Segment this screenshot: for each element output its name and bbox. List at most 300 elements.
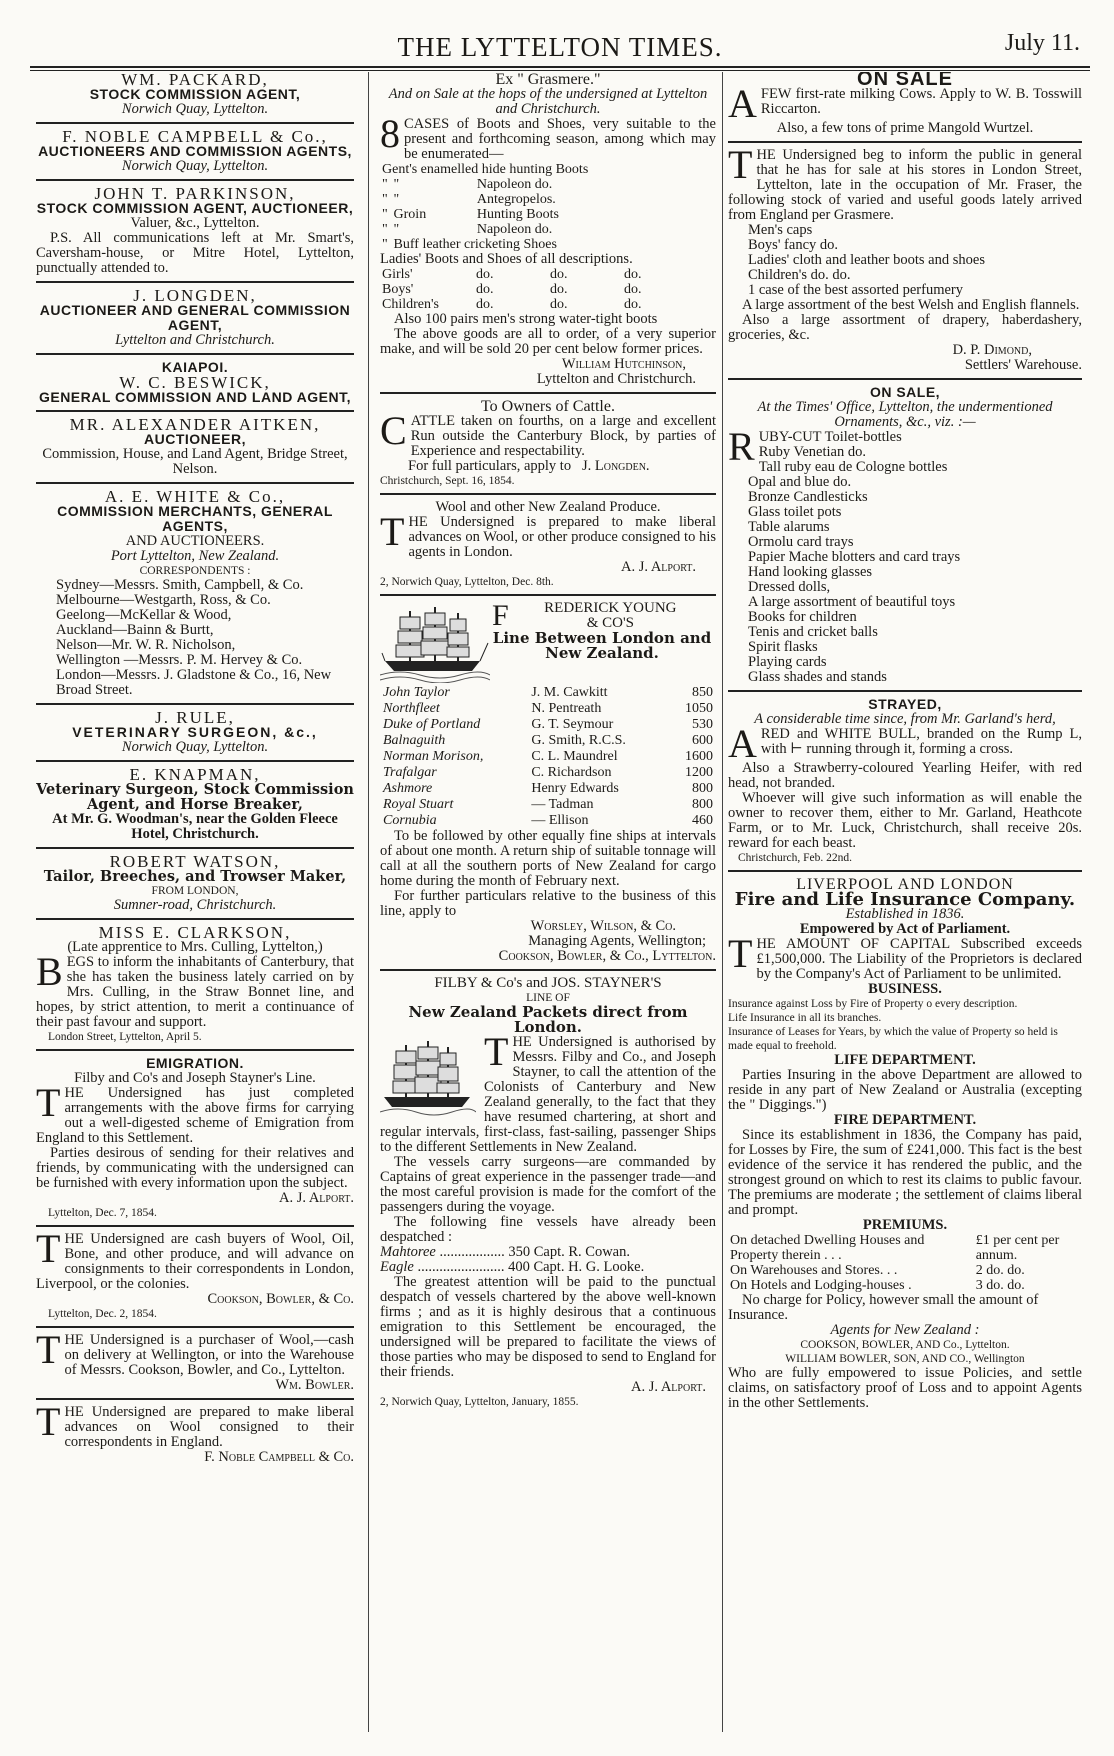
table-cell: do. [624, 267, 642, 282]
drop-cap: T [36, 1080, 61, 1125]
list-item: Tall ruby eau de Cologne bottles [758, 459, 948, 475]
premiums-table [728, 1233, 1082, 1293]
divider [36, 482, 354, 484]
list-item: Glass toilet pots [748, 504, 842, 520]
ad-line: Also 100 pairs men's strong water-tight boots [394, 311, 658, 327]
drop-cap: A [728, 81, 757, 126]
drop-cap: T [36, 1327, 61, 1372]
table-row [380, 701, 716, 717]
ad-footer: London Street, Lyttelton, April 5. [48, 1031, 202, 1043]
table-cell: Napoleon do. [476, 222, 553, 237]
list-item: Spirit flasks [748, 639, 818, 655]
ad-body: HE Undersigned is a purchaser of Wool,—cash on delivery at Wellington, or into the Warehouse of Messrs. Cookson, Bowler, and Co., Lyttelton. [64, 1332, 354, 1378]
ad-name: A. E. WHITE & Co., [104, 487, 286, 506]
correspondents-list [36, 578, 354, 698]
table-cell: C. Richardson [531, 765, 612, 780]
ad-name: F. NOBLE CAMPBELL & Co., [62, 127, 328, 146]
ad-address: At Mr. G. Woodman's, near the Golden Fleece Hotel, Christchurch. [52, 811, 338, 842]
ad-advances [36, 1399, 354, 1465]
vessel-detail: 400 Capt. H. G. Looke. [508, 1259, 645, 1275]
ad-line: For full particulars, apply to [408, 458, 572, 474]
ad-subhead: Established in 1836. [845, 906, 965, 922]
ad-role: AUCTIONEER, [144, 431, 246, 447]
masthead-title: THE LYTTELTON TIMES. [397, 32, 723, 62]
ad-insurance [728, 877, 1082, 1411]
ad-white [36, 489, 354, 698]
ad-heading: ON SALE, [869, 384, 941, 400]
table-cell: G. Smith, R.C.S. [531, 733, 626, 748]
drop-cap: F [492, 599, 509, 632]
ad-knapman [36, 767, 354, 842]
table-cell: 600 [692, 733, 713, 748]
ad-body: HE Undersigned are cash buyers of Wool, Oil, Bone, and other produce, and will advance on consignments to their correspondents in London, Liverpool, or the colonies. [36, 1231, 354, 1292]
ad-body: EGS to inform the inhabitants of Canterbury, that she has taken the business lately carried on by Mrs. Culling, in the Straw Bonnet line, and hopes, by strict attention, to merit a continuance of their past favour and support. [36, 954, 354, 1030]
ad-name: WM. PACKARD, [121, 72, 269, 89]
list-item: Ladies' cloth and leather boots and shoes [748, 252, 985, 268]
ship-icon [380, 1037, 476, 1119]
ad-line: Ladies' Boots and Shoes of all descriptions. [380, 251, 633, 267]
ad-heading: Ex " Grasmere." [495, 72, 601, 88]
ad-body: HE Undersigned is prepared to make liberal advances on Wool, or other produce consigned to his agents in London. [408, 514, 716, 560]
ad-role: Veterinary Surgeon, Stock Commission Agent, and Horse Breaker, [36, 781, 354, 813]
ad-frederick-young [380, 601, 716, 964]
ad-role: STOCK COMMISSION AGENT, AUCTIONEER, [36, 200, 354, 216]
list-item: UBY-CUT Toilet-bottles [758, 429, 902, 445]
ad-parkinson [36, 186, 354, 276]
table-row [380, 733, 716, 749]
ad-name: W. C. BESWICK, [119, 373, 271, 392]
masthead-date: July 11. [1004, 30, 1080, 56]
table-cell: £1 per cent per annum. [975, 1233, 1060, 1263]
drop-cap: T [728, 931, 753, 976]
divider [380, 392, 716, 394]
ad-on-sale-cows [728, 72, 1082, 136]
ad-filby [380, 976, 716, 1409]
ad-body: FEW first-rate milking Cows. Apply to W. B. Tosswill Riccarton. [760, 86, 1082, 117]
ad-signature: Cookson, Bowler, & Co. [207, 1291, 354, 1307]
ad-signature: William Hutchinson, [561, 356, 686, 372]
ad-heading: & CO'S [586, 615, 634, 631]
ad-body: The above goods are all to order, of a very superior make, and will be sold 20 per cent below former prices. [380, 326, 716, 357]
vessel-detail: 350 Capt. R. Cowan. [508, 1244, 630, 1260]
table-row [380, 267, 644, 282]
ad-heading: STRAYED, [868, 696, 942, 712]
table-cell: J. M. Cawkitt [531, 685, 608, 700]
table-row [380, 765, 716, 781]
table-cell: Norman Morison, [383, 749, 484, 764]
ad-subhead: CORRESPONDENTS : [139, 565, 251, 577]
ad-heading: REDERICK YOUNG [544, 600, 677, 616]
ad-campbell [36, 129, 354, 174]
ad-signature: A. J. Alport. [621, 559, 696, 575]
ad-subhead: A considerable time since, from Mr. Garland's herd, [754, 711, 1056, 727]
ad-footer: 2, Norwich Quay, Lyttelton, Dec. 8th. [380, 576, 554, 588]
ad-subhead: At the Times' Office, Lyttelton, the undermentioned Ornaments, &c., viz. :— [757, 399, 1053, 430]
ad-line: Insurance against Loss by Fire of Property o every description. [728, 998, 1018, 1010]
divider [36, 1225, 354, 1227]
list-item: A large assortment of beautiful toys [748, 594, 956, 610]
table-cell: On detached Dwelling Houses and Property therein . . . [730, 1233, 925, 1263]
ad-role: AND AUCTIONEERS. [125, 533, 265, 549]
table-row [380, 813, 716, 829]
ad-line: No charge for Policy, however small the amount of Insurance. [728, 1292, 1039, 1323]
ad-heading: LIVERPOOL AND LONDON [796, 876, 1014, 893]
ad-body: Parties Insuring in the above Department are allowed to reside in any part of New Zealand or Australia (excepting the " Diggings.") [728, 1067, 1082, 1113]
list-item: Geelong—McKellar & Wood, [56, 607, 232, 623]
ad-cash-buyers [36, 1226, 354, 1321]
list-item: Table alarums [748, 519, 830, 535]
table-cell: " [382, 222, 388, 237]
ad-signature: Settlers' Warehouse. [964, 357, 1082, 373]
ad-longden [36, 288, 354, 348]
ad-footer: Lyttelton, Dec. 7, 1854. [48, 1207, 157, 1219]
ad-signature: A. J. Alport. [279, 1190, 354, 1206]
ad-body: HE Undersigned beg to inform the public in general that he has for sale at his stores in London Street, Lyttelton, late in the occupation of Mr. Fraser, the following stock of varied and useful goods lately arrived from England per Grasmere. [728, 147, 1082, 223]
vessel-row: Mahtoree .................. 350 Capt. R. Cowan. [380, 1244, 630, 1260]
ad-line: Insurance of Leases for Years, by which the value of Property so held is made equal to freehold. [728, 1026, 1058, 1052]
divider [36, 1326, 354, 1328]
table-cell: Royal Stuart [383, 797, 454, 812]
ad-address: Lyttelton and Christchurch. [115, 332, 275, 348]
table-row [380, 177, 590, 192]
ad-on-sale-ornaments [728, 385, 1082, 685]
table-cell: " [382, 192, 388, 207]
table-cell: do. [550, 297, 568, 312]
ad-body: HE Undersigned are prepared to make liberal advances on Wool consigned to their correspondents in England. [64, 1404, 354, 1450]
table-cell: 850 [692, 685, 713, 700]
list-item: Wellington —Messrs. P. M. Hervey & Co. [56, 652, 303, 668]
table-cell: 460 [692, 813, 713, 828]
divider [36, 847, 354, 849]
ad-signature: Wm. Bowler. [275, 1377, 354, 1393]
ad-role: AUCTIONEERS AND COMMISSION AGENTS, [38, 143, 352, 159]
list-item: Ormolu card trays [748, 534, 854, 550]
column-2 [380, 72, 716, 1747]
ad-purchaser [36, 1327, 354, 1393]
drop-cap: T [36, 1226, 61, 1271]
table-cell: 1050 [685, 701, 713, 716]
table-cell: Cornubia [383, 813, 437, 828]
ad-strayed [728, 697, 1082, 865]
masthead [30, 26, 1090, 66]
ad-line: (Late apprentice to Mrs. Culling, Lyttelton,) [67, 939, 323, 955]
ad-body: Parties desirous of sending for their relatives and friends, by communicating with the undersigned can be furnished with every information upon the subject. [36, 1145, 354, 1191]
sizes-table [380, 267, 644, 312]
list-item: Dressed dolls, [748, 579, 831, 595]
table-cell: Ashmore [383, 781, 433, 796]
ad-body: Since its establishment in 1836, the Company has paid, for Losses by Fire, the sum of £241,000. This fact is the best evidence of the service it has rendered the public, and the strongest ground on which to rest its claims to public favour. The premiums are moderate ; the settlement of claims liberal and prompt. [728, 1127, 1082, 1218]
column-rule [368, 72, 369, 1732]
ad-heading: To Owners of Cattle. [481, 398, 615, 415]
goods-list [728, 223, 1082, 298]
divider [36, 703, 354, 705]
ad-line: Also, a few tons of prime Mangold Wurtzel. [776, 120, 1034, 136]
divider [380, 969, 716, 971]
column-3 [728, 72, 1082, 1747]
table-cell: 530 [692, 717, 713, 732]
ad-body: To be followed by other equally fine ships at intervals of about one month. A return ship of suitable tonnage will call at all the southern ports of New Zealand for cargo home during the month of February next. [380, 828, 716, 889]
ad-role: COMMISSION MERCHANTS, GENERAL AGENTS, [57, 503, 333, 534]
table-cell: Balnaguith [383, 733, 446, 748]
ad-address: Norwich Quay, Lyttelton. [121, 158, 269, 174]
table-row [728, 1278, 1082, 1293]
divider [728, 378, 1082, 380]
ad-subhead: LIFE DEPARTMENT. [834, 1052, 976, 1068]
ad-grasmere [380, 72, 716, 387]
ad-cattle [380, 399, 716, 488]
divider [36, 1398, 354, 1400]
table-cell: " [382, 207, 388, 222]
column-1 [36, 72, 354, 1747]
ad-role: STOCK COMMISSION AGENT, [89, 86, 301, 102]
list-item: Tenis and cricket balls [748, 624, 878, 640]
ad-subhead: LINE OF [526, 992, 570, 1004]
ad-body: Who are fully empowered to issue Policies, and settle claims, on satisfactory proof of Loss and to appoint Agents in the other Settlements. [728, 1365, 1082, 1411]
divider [728, 870, 1082, 872]
ad-body: The vessels carry surgeons—are commanded by Captains of great experience in the passenger trade—and the most careful provision is made for the comfort of the passengers during the voyage. [380, 1154, 716, 1215]
table-cell: Children's [382, 297, 439, 312]
ad-address: Sumner-road, Christchurch. [113, 897, 277, 913]
drop-cap: A [728, 721, 757, 766]
ad-emigration [36, 1056, 354, 1220]
table-cell: Hunting Boots [476, 207, 559, 222]
ad-signature: Cookson, Bowler, & Co., Lyttelton. [498, 948, 716, 964]
ad-body: The following fine vessels have already been despatched : [380, 1214, 716, 1245]
table-cell: do. [476, 267, 494, 282]
ad-footer: 2, Norwich Quay, Lyttelton, January, 1855. [380, 1396, 579, 1408]
divider [36, 179, 354, 181]
ad-name: ROBERT WATSON, [109, 852, 281, 871]
table-cell: On Hotels and Lodging-houses . [730, 1278, 912, 1293]
list-item: Books for children [748, 609, 857, 625]
ad-body: The greatest attention will be paid to the punctual despatch of vessels chartered by the above well-known firms ; and as it is highly desirous that a continuous emigration to this Settlement be encouraged, the undersigned will be prepared to facilitate the views of those parties who may be disposed to send to England for their friends. [380, 1274, 716, 1380]
table-cell: Northfleet [383, 701, 440, 716]
table-cell: 800 [692, 781, 713, 796]
ad-subhead: Empowered by Act of Parliament. [799, 921, 1011, 937]
ad-address: Norwich Quay, Lyttelton. [121, 101, 269, 117]
ad-line: Valuer, &c., Lyttelton. [130, 215, 260, 231]
list-item: Children's do. do. [748, 267, 851, 283]
ship-icon [380, 603, 490, 683]
ad-body: HE AMOUNT OF CAPITAL Subscribed exceeds £1,500,000. The Liability of the Proprietors is declared by the Company's Act of Parliament to be unlimited. [756, 936, 1082, 982]
list-item: Papier Mache blotters and card trays [748, 549, 961, 565]
table-cell: — Ellison [531, 813, 589, 828]
divider [728, 141, 1082, 143]
ad-line: COOKSON, BOWLER, AND Co., Lyttelton. [800, 1339, 1010, 1351]
ad-signature: Worsley, Wilson, & Co. [530, 918, 676, 934]
divider [36, 281, 354, 283]
list-item: Hand looking glasses [748, 564, 873, 580]
ad-body: RED and WHITE BULL, branded on the Rump L, with ⊢ running through it, forming a cross. [760, 726, 1082, 757]
list-item: Auckland—Bainn & Burtt, [56, 622, 214, 638]
ad-ps: P.S. All communications left at Mr. Smart's, Caversham-house, or Mitre Hotel, Lyttelton, punctually attended to. [36, 230, 354, 276]
ad-subhead: Filby and Co's and Joseph Stayner's Line. [74, 1070, 316, 1086]
vessel-name: Mahtoree [380, 1244, 436, 1260]
table-row [380, 237, 590, 252]
ad-body: Also a Strawberry-coloured Yearling Heifer, with red head, not branded. [728, 760, 1082, 791]
ad-body: A large assortment of the best Welsh and English flannels. [742, 297, 1080, 313]
table-cell: " [393, 192, 400, 207]
ad-signature: D. P. Dimond, [952, 342, 1032, 358]
ad-name: J. RULE, [155, 708, 235, 727]
drop-cap: T [484, 1029, 509, 1074]
ad-footer: Lyttelton, Dec. 2, 1854. [48, 1308, 157, 1320]
ad-subhead: FIRE DEPARTMENT. [833, 1112, 977, 1128]
table-cell: N. Pentreath [531, 701, 602, 716]
table-row [380, 717, 716, 733]
table-cell: " [393, 222, 400, 237]
table-cell: Groin [393, 207, 427, 222]
vessel-row: Eagle ........................ 400 Capt. H. G. Looke. [380, 1259, 645, 1275]
table-cell: 800 [692, 797, 713, 812]
ad-line: Commission, House, and Land Agent, Bridge Street, Nelson. [42, 446, 348, 477]
ad-clarkson [36, 925, 354, 1044]
ad-line: FROM LONDON, [151, 885, 239, 897]
table-cell: On Warehouses and Stores. . . [730, 1263, 898, 1278]
table-row [380, 207, 590, 222]
divider [36, 918, 354, 920]
divider [36, 760, 354, 762]
ad-heading: EMIGRATION. [146, 1055, 244, 1071]
list-item: Boys' fancy do. [748, 237, 839, 253]
list-item: Bronze Candlesticks [748, 489, 868, 505]
table-row [728, 1263, 1082, 1278]
ornaments-list [728, 445, 1082, 685]
ad-subhead: Agents for New Zealand : [830, 1322, 980, 1338]
ad-role: GENERAL COMMISSION AND LAND AGENT, [38, 389, 352, 405]
drop-cap: T [728, 142, 753, 187]
ad-role: AUCTIONEER AND GENERAL COMMISSION AGENT, [39, 302, 351, 333]
ad-body: Also a large assortment of drapery, haberdashery, groceries, &c. [728, 312, 1082, 343]
ad-footer: Christchurch, Sept. 16, 1854. [380, 475, 515, 487]
table-cell: Duke of Portland [383, 717, 481, 732]
ad-role: VETERINARY SURGEON, &c., [72, 724, 318, 740]
ad-body: ATTLE taken on fourths, on a large and excellent Run outside the Canterbury Block, by parties of Experience and respectability. [410, 413, 716, 459]
table-cell: do. [624, 297, 642, 312]
ad-heading: Fire and Life Insurance Company. [734, 889, 1076, 910]
ad-place: KAIAPOI. [161, 359, 229, 375]
table-cell: Trafalgar [383, 765, 437, 780]
table-row [380, 781, 716, 797]
ad-body: HE Undersigned has just completed arrangements with the above firms for carrying out a well-digested scheme of Emigration from England to this Settlement. [36, 1085, 354, 1146]
table-row [380, 685, 716, 701]
list-item: Opal and blue do. [748, 474, 852, 490]
ad-signature: Lyttelton and Christchurch. [536, 371, 696, 387]
drop-cap: T [36, 1399, 61, 1444]
ad-line: WILLIAM BOWLER, SON, AND CO., Wellington [785, 1353, 1025, 1365]
ad-dimond [728, 142, 1082, 373]
list-item: Glass shades and stands [748, 669, 887, 685]
divider [380, 493, 716, 495]
ad-subhead: And on Sale at the hops of the undersigned at Lyttelton and Christchurch. [388, 86, 708, 117]
ad-heading: New Zealand Packets direct from London. [408, 1003, 688, 1036]
ad-signature: F. Noble Campbell & Co. [204, 1449, 354, 1465]
table-cell: 1600 [685, 749, 713, 764]
table-row [380, 797, 716, 813]
ad-body: For further particulars relative to the business of this line, apply to [380, 888, 716, 919]
ad-subhead: BUSINESS. [868, 981, 942, 997]
table-cell: " [382, 177, 388, 192]
ad-signature: Managing Agents, Wellington; [528, 933, 706, 949]
table-cell: do. [550, 282, 568, 297]
ad-heading: ON SALE [857, 72, 953, 90]
table-row [380, 297, 644, 312]
divider [36, 353, 354, 355]
ad-signature: J. Longden. [581, 458, 650, 474]
ad-name: MISS E. CLARKSON, [98, 923, 292, 942]
list-item: Melbourne—Westgarth, Ross, & Co. [56, 592, 271, 608]
ad-packard [36, 72, 354, 117]
table-cell: " [382, 237, 388, 252]
ad-role: Tailor, Breeches, and Trowser Maker, [43, 868, 347, 885]
table-cell: do. [550, 267, 568, 282]
ad-body: HE Undersigned is authorised by Messrs. Filby and Co., and Joseph Stayner, to call the attention of the Colonists of Canterbury and New Zealand generally, to the fact that they have resumed chartering, at short and regular intervals, first-class, fast-sailing, passenger Ships to the different Settlements in New Zealand. [380, 1034, 716, 1155]
divider [36, 1049, 354, 1051]
table-row [380, 192, 590, 207]
table-cell: G. T. Seymour [531, 717, 614, 732]
ad-rule [36, 710, 354, 755]
table-cell: Buff leather cricketing Shoes [393, 237, 557, 252]
ad-name: JOHN T. PARKINSON, [94, 184, 296, 203]
drop-cap: 8 [380, 111, 400, 156]
table-cell: — Tadman [531, 797, 594, 812]
table-row [728, 1233, 1082, 1263]
drop-cap: R [728, 424, 755, 469]
drop-cap: B [36, 949, 63, 994]
table-cell: Boys' [382, 282, 414, 297]
list-item: Nelson—Mr. W. R. Nicholson, [56, 637, 236, 653]
table-cell: John Taylor [383, 685, 450, 700]
table-cell: 3 do. do. [975, 1278, 1025, 1293]
drop-cap: T [380, 509, 405, 554]
ad-beswick [36, 360, 354, 405]
ad-wool [380, 500, 716, 589]
table-cell: C. L. Maundrel [531, 749, 618, 764]
list-item: London—Messrs. J. Gladstone & Co., 16, New Broad Street. [56, 667, 332, 698]
divider [36, 122, 354, 124]
table-cell: Girls' [382, 267, 413, 282]
ad-watson [36, 854, 354, 913]
table-cell: do. [476, 297, 494, 312]
list-item: Playing cards [748, 654, 827, 670]
table-cell: do. [624, 282, 642, 297]
table-row [380, 222, 590, 237]
ad-heading: Wool and other New Zealand Produce. [435, 499, 661, 515]
drop-cap: C [380, 408, 407, 453]
table-row [380, 282, 644, 297]
table-cell: Napoleon do. [476, 177, 553, 192]
ships-table [380, 685, 716, 829]
ad-aitken [36, 417, 354, 477]
ad-address: Norwich Quay, Lyttelton. [121, 739, 269, 755]
ad-name: MR. ALEXANDER AITKEN, [69, 415, 321, 434]
masthead-rule [30, 66, 1090, 71]
table-cell: 2 do. do. [975, 1263, 1025, 1278]
column-rule [722, 72, 723, 1732]
list-item: 1 case of the best assorted perfumery [748, 282, 964, 298]
ad-signature: A. J. Alport. [631, 1379, 706, 1395]
divider [728, 690, 1082, 692]
ad-name: J. LONGDEN, [133, 286, 257, 305]
divider [380, 594, 716, 596]
ad-body: CASES of Boots and Shoes, very suitable to the present and forthcoming season, among which may be enumerated— [404, 116, 716, 162]
table-cell: do. [476, 282, 494, 297]
ad-body: Whoever will give such information as will enable the owner to recover them, either to Mr. Garland, Heathcote Farm, or to Mr. Luck, Christchurch, shall receive 20s. reward for each beast. [728, 790, 1082, 851]
table-cell: 1200 [685, 765, 713, 780]
table-cell: Gent's enamelled hide hunting Boots [382, 162, 589, 177]
table-row [380, 749, 716, 765]
list-item: Men's caps [748, 222, 813, 238]
